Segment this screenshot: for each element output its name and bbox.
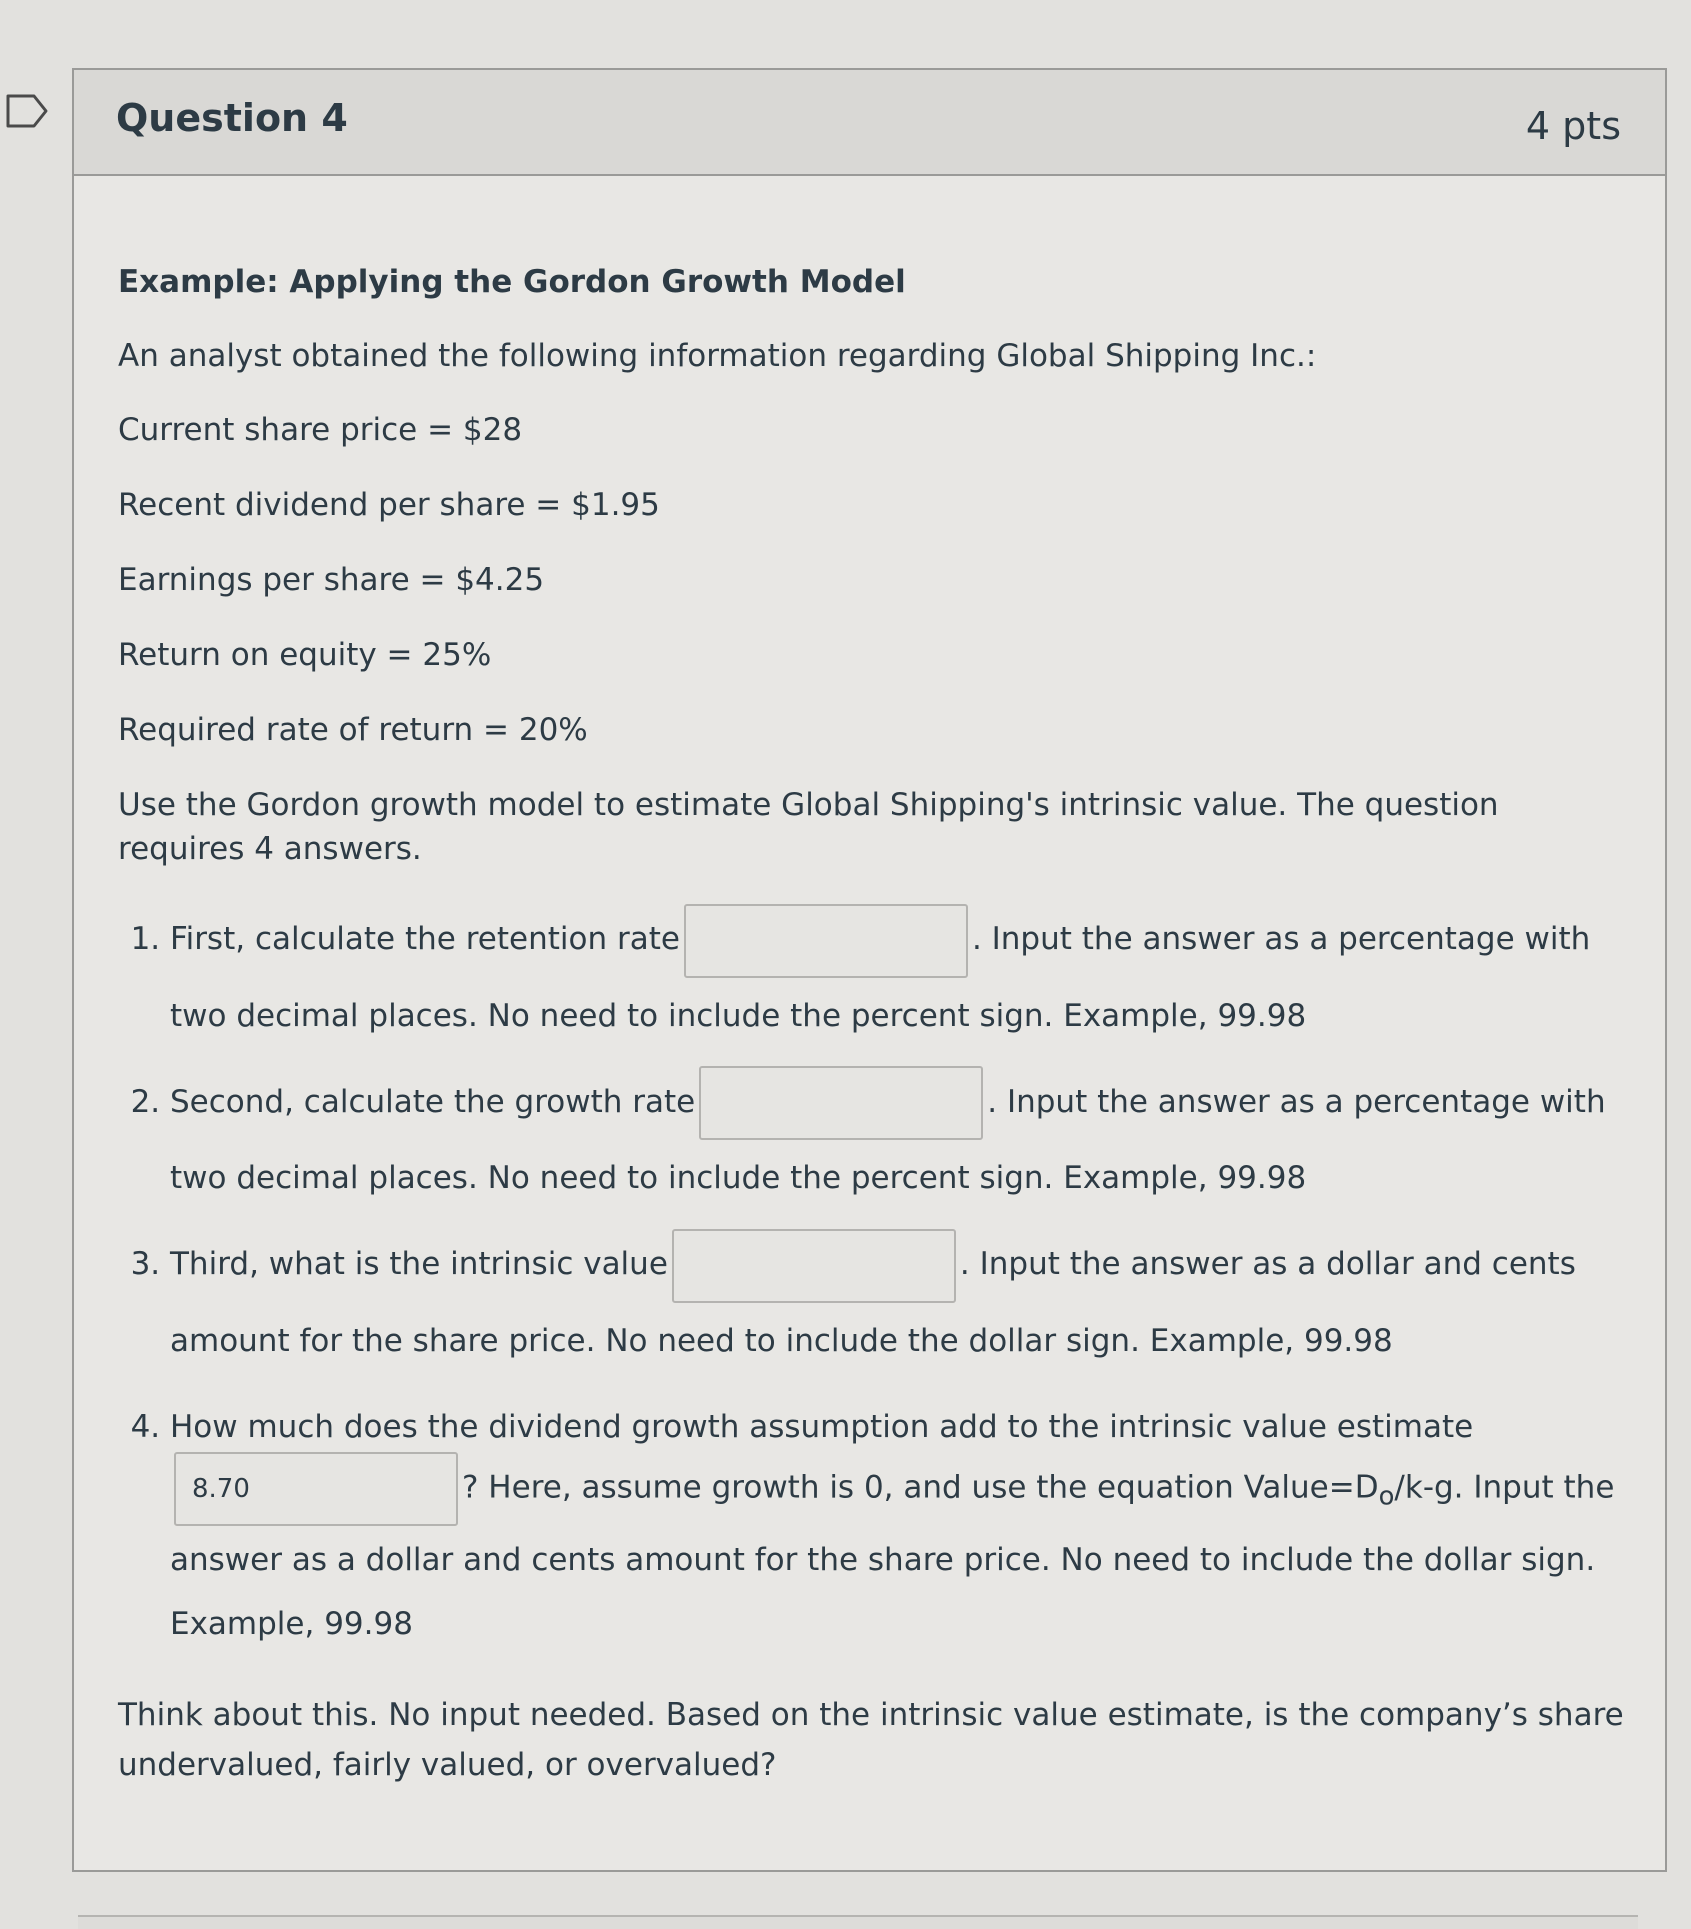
task-3-prompt: Third, what is the intrinsic value bbox=[170, 1246, 668, 1282]
task-item-retention-rate bbox=[170, 901, 1628, 1054]
retention-rate-input[interactable] bbox=[684, 904, 968, 978]
task-2-prompt: Second, calculate the growth rate bbox=[170, 1083, 696, 1120]
fact-eps: Earnings per share = $4.25 bbox=[118, 562, 545, 598]
task-4-prompt: 4. How much does the dividend growth assumption add to the intrinsic value estimate bbox=[170, 1408, 1474, 1445]
task-1-instructions: . Input the answer as a percentage with two decimal places. No need to include the percent sign. Example, 99.98 bbox=[170, 921, 1591, 1034]
bookmark-flag-icon[interactable] bbox=[6, 94, 50, 128]
question-header bbox=[74, 70, 1665, 176]
growth-rate-input[interactable] bbox=[699, 1066, 983, 1140]
task-3-instructions: . Input the answer as a dollar and cents amount for the share price. No need to include the dollar sign. Example, 99.98 bbox=[170, 1246, 1576, 1359]
task-1-prompt: First, calculate the retention rate bbox=[170, 921, 680, 957]
instructions-text: Use the Gordon growth model to estimate Global Shipping's intrinsic value. The question requires 4 answers. bbox=[118, 787, 1499, 867]
question-card bbox=[72, 68, 1667, 1872]
example-heading: Example: Applying the Gordon Growth Model bbox=[118, 264, 906, 300]
fact-share-price: Current share price = $28 bbox=[118, 412, 523, 448]
question-points: 4 pts bbox=[1525, 104, 1621, 148]
task-item-growth-rate bbox=[170, 1064, 1628, 1217]
task-4-answer-row bbox=[170, 1452, 1628, 1657]
task-item-growth-contribution bbox=[170, 1389, 1628, 1657]
fact-recent-dividend: Recent dividend per share = $1.95 bbox=[118, 487, 660, 523]
task-4-instructions-suffix: /k-g. Input the answer as a dollar and cents amount for the share price. No need to include the dollar sign. Example, 99.98 bbox=[170, 1469, 1615, 1643]
intrinsic-value-input[interactable] bbox=[672, 1229, 956, 1303]
task-item-intrinsic-value bbox=[170, 1226, 1628, 1379]
question-title: Question 4 bbox=[116, 96, 348, 140]
closing-question: Think about this. No input needed. Based on the intrinsic value estimate, is the company’s share undervalued, fairly valued, or overvalued? bbox=[118, 1697, 1624, 1784]
fact-roe: Return on equity = 25% bbox=[118, 637, 492, 673]
fact-required-return: Required rate of return = 20% bbox=[118, 712, 588, 748]
dividend-subscript: o bbox=[1378, 1481, 1395, 1512]
task-4-instructions-prefix: ? Here, assume growth is 0, and use the equation Value=D bbox=[462, 1469, 1379, 1505]
growth-contribution-input[interactable] bbox=[174, 1452, 458, 1526]
intro-text: An analyst obtained the following information regarding Global Shipping Inc.: bbox=[118, 338, 1317, 374]
task-list bbox=[118, 901, 1628, 1656]
question-body bbox=[118, 260, 1628, 1821]
task-2-instructions: . Input the answer as a percentage with two decimal places. No need to include the percent sign. Example, 99.98 bbox=[170, 1083, 1606, 1196]
